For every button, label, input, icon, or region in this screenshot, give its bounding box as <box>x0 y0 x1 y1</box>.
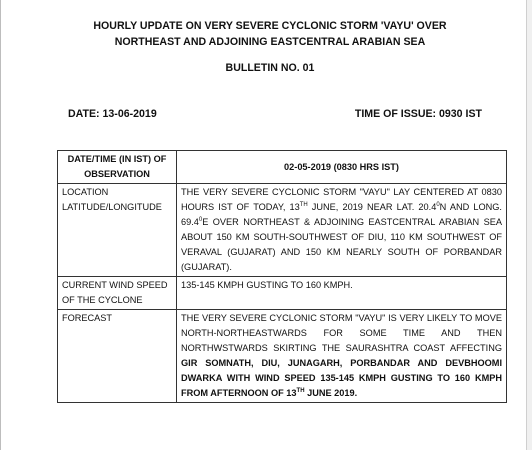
vertical-scrollbar[interactable] <box>526 0 532 450</box>
forecast-bold-b: GIR SOMNATH, DIU, JUNAGARH, PORBANDAR AND DEVBHOOMI DWARKA WITH WIND SPEED 135-145 KMPH GUSTING TO 160 KMPH FROM AFTERNOON OF 13 <box>181 358 502 398</box>
bulletin-table <box>57 150 507 403</box>
wind-speed-text: 135-145 KMPH GUSTING TO 160 KMPH. <box>177 277 507 310</box>
title-line1-end: ' OVER <box>411 20 447 32</box>
left-edge <box>0 0 1 450</box>
wind-row <box>58 277 507 310</box>
wind-label-cell <box>58 277 177 310</box>
location-text-c: N AND LONG. 69.4 <box>181 202 502 227</box>
document-title <box>40 18 500 50</box>
location-text-b: JUNE, 2019 NEAR LAT. 20.4 <box>307 202 437 212</box>
observation-datetime: 02-05-2019 (0830 HRS IST) <box>177 151 507 184</box>
location-text-a: THE VERY SEVERE CYCLONIC STORM "VAYU" LAY CENTERED AT 0830 HOURS IST OF TODAY, 13 <box>181 187 502 212</box>
wind-label-line1: CURRENT WIND SPEED <box>62 280 168 290</box>
latitude-degree-sup: 0 <box>436 201 440 208</box>
observation-header-line1: DATE/TIME (IN IST) OF <box>67 154 167 164</box>
title-storm-name: VAYU <box>383 20 412 32</box>
forecast-label: FORECAST <box>58 310 177 403</box>
forecast-bold-c: JUNE 2019. <box>304 388 358 398</box>
location-sup-th: TH <box>299 201 308 208</box>
title-line1-start: HOURLY UPDATE ON VERY SEVERE CYCLONIC STORM ' <box>93 20 384 32</box>
wind-label-line2: OF THE CYCLONE <box>62 295 143 305</box>
observation-header-cell <box>58 151 177 184</box>
forecast-text-a: THE VERY SEVERE CYCLONIC STORM "VAYU" IS VERY LIKELY TO MOVE NORTH-NORTHEASTWARDS FOR SOME TIME AND THEN NORTHWSTWARDS SKIRTING THE SAURASHTRA COAST AFFECTING <box>181 313 502 353</box>
forecast-text <box>177 310 507 403</box>
forecast-sup-th: TH <box>296 387 305 394</box>
bulletin-number: BULLETIN NO. 01 <box>225 62 315 74</box>
location-row <box>58 184 507 277</box>
issue-time: TIME OF ISSUE: 0930 IST <box>354 108 482 120</box>
table-header-row <box>58 151 507 184</box>
title-line2: NORTHEAST AND ADJOINING EASTCENTRAL ARABIAN SEA <box>114 36 426 48</box>
location-label: LOCATION <box>62 187 109 197</box>
forecast-row <box>58 310 507 403</box>
observation-header-line2: OBSERVATION <box>84 169 150 179</box>
longitude-degree-sup: 0 <box>198 216 203 223</box>
location-text-d: E OVER NORTHEAST & ADJOINING EASTCENTRAL ARABIAN SEA ABOUT 150 KM SOUTH-SOUTHWEST OF DIU, 110 KM SOUTHWEST OF VERAVAL (GUJARAT) AND 150 KM NEARLY SOUTH OF PORBANDAR (GUJARAT). <box>181 217 502 272</box>
lat-long-label: LATITUDE/LONGITUDE <box>62 202 162 212</box>
location-text <box>177 184 507 277</box>
bulletin-date: DATE: 13-06-2019 <box>68 108 157 120</box>
location-label-cell <box>58 184 177 277</box>
